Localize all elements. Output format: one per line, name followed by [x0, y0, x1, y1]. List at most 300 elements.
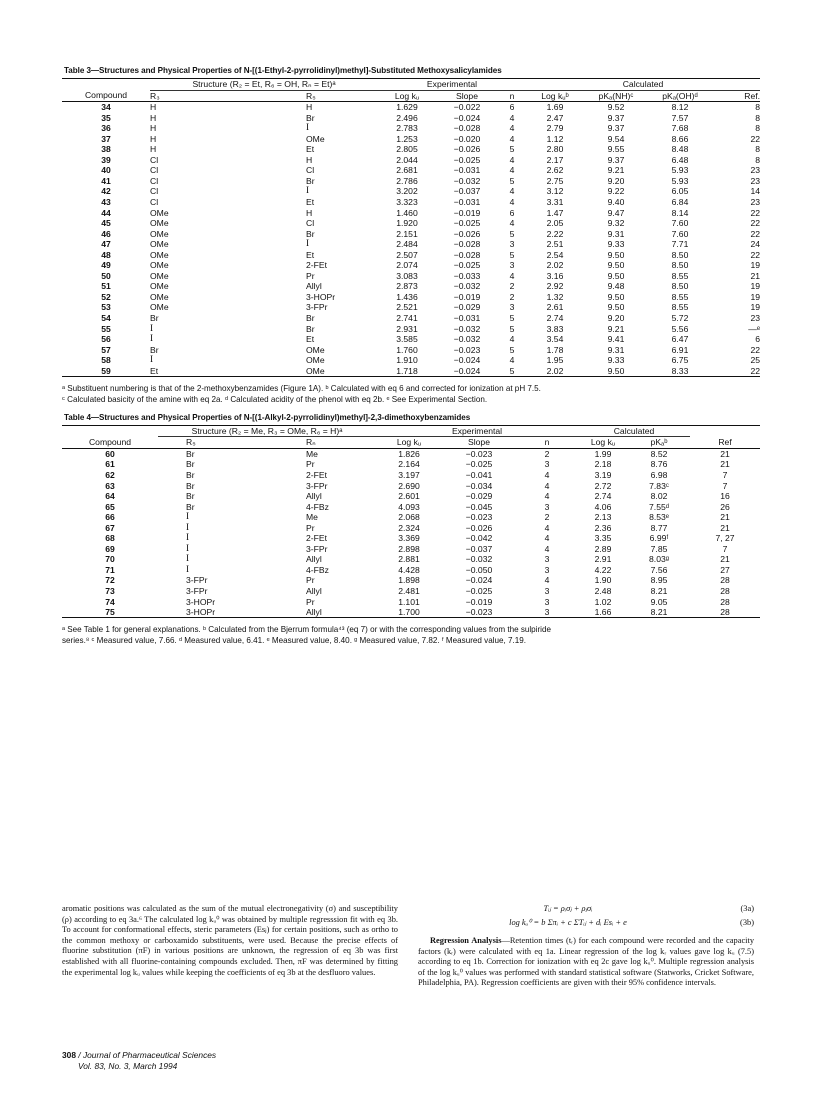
table3-cell-slope: −0.031: [453, 313, 481, 324]
table3-cell-ref: 19: [750, 291, 761, 302]
table3-cell-slope: −0.028: [453, 249, 481, 260]
table4-cell-pka: 8.21: [650, 586, 668, 597]
table3-cell-r3: Cl: [150, 175, 159, 186]
table3-cell-slope: −0.028: [453, 239, 481, 250]
table3-cell-pka-nh: 9.32: [607, 218, 625, 229]
table3-cell-compound: 52: [101, 291, 111, 302]
table4-cell-r5: I: [186, 564, 190, 575]
table4-cell-n: 4: [544, 522, 550, 533]
table3-cell-logkw: 3.202: [396, 186, 418, 197]
table4-cell-compound: 61: [105, 459, 115, 470]
table4-cell-r5: I: [186, 533, 190, 544]
table4-cell-ref: 21: [720, 459, 730, 470]
table3-cell-logkw: 1.920: [396, 218, 418, 229]
table3-cell-n: 4: [509, 218, 515, 229]
table3: [62, 78, 760, 377]
table3-cell-ref: 19: [750, 260, 761, 271]
table3-cell-n: 3: [509, 260, 515, 271]
table3-cell-r5: Allyl: [306, 281, 322, 292]
table4-cell-logkw-calc: 3.19: [594, 470, 612, 480]
table3-cell-pka-oh: 6.84: [671, 197, 689, 208]
table3-cell-slope: −0.031: [453, 165, 481, 176]
table3-cell-r5: Br: [306, 175, 315, 186]
table4-cell-slope: −0.032: [465, 554, 493, 565]
table3-cell-r3: OMe: [150, 270, 169, 281]
table3-cell-ref: 22: [750, 207, 761, 218]
table3-cell-n: 4: [509, 123, 515, 134]
table4-cell-logkw-calc: 2.74: [594, 491, 612, 502]
table3-cell-r3: H: [150, 112, 157, 123]
table3-cell-logkw-calc: 2.02: [546, 365, 564, 376]
table4-cell-slope: −0.041: [465, 470, 493, 480]
table4-cell-rn: Allyl: [306, 491, 322, 502]
table3-cell-n: 4: [509, 165, 515, 176]
table4-cell-r5: I: [186, 554, 190, 565]
table3-cell-n: 2: [509, 291, 515, 302]
table4-cell-compound: 63: [105, 480, 115, 491]
table3-cell-pka-nh: 9.33: [607, 239, 625, 250]
table3-cell-pka-oh: 5.72: [671, 313, 689, 324]
table4-cell-logkw: 4.428: [398, 564, 420, 575]
table4-cell-pka: 6.98: [650, 470, 668, 480]
table3-cell-n: 5: [509, 323, 515, 334]
table3-cell-ref: 19: [750, 302, 761, 313]
table3-cell-pka-oh: 8.12: [671, 102, 689, 113]
table4-cell-slope: −0.025: [465, 586, 493, 597]
table4-cell-pka: 8.76: [650, 459, 668, 470]
table3-cell-slope: −0.032: [453, 175, 481, 186]
table3-cell-slope: −0.024: [453, 355, 481, 366]
table3-cell-pka-oh: 8.66: [671, 133, 689, 144]
table4-cell-logkw: 3.369: [398, 533, 420, 544]
table3-cell-n: 5: [509, 365, 515, 376]
table4-cell-logkw-calc: 2.89: [594, 543, 612, 554]
table4-cell-n: 2: [544, 448, 550, 459]
table3-cell-pka-nh: 9.47: [607, 207, 625, 218]
table4-cell-logkw-calc: 1.99: [594, 448, 612, 459]
table3-cell-logkw: 2.507: [396, 249, 418, 260]
table3-cell-ref: 8: [755, 144, 761, 155]
table3-cell-r3: OMe: [150, 291, 169, 302]
table4-cell-n: 2: [544, 512, 550, 523]
table3-cell-logkw: 2.074: [396, 260, 418, 271]
table3-cell-logkw: 1.760: [396, 344, 418, 355]
table4-cell-logkw: 1.826: [398, 448, 420, 459]
table3-cell-pka-oh: 7.71: [671, 239, 689, 250]
table3-cell-r3: H: [150, 102, 157, 113]
table4-cell-r5: 3-HOPr: [186, 607, 216, 618]
table3-cell-ref: 25: [750, 355, 761, 366]
table3-cell-r5: Pr: [306, 270, 315, 281]
equation-3b-number: (3b): [740, 918, 754, 927]
table3-header-ref: Ref.: [744, 90, 761, 101]
table3-cell-slope: −0.026: [453, 228, 481, 239]
table3-cell-n: 3: [509, 239, 515, 250]
table3-cell-r5: Br: [306, 112, 315, 123]
table3-cell-pka-oh: 6.48: [671, 154, 689, 165]
table4-cell-compound: 74: [105, 596, 115, 607]
table4-cell-rn: Pr: [306, 596, 315, 607]
table3-cell-r5: OMe: [306, 133, 325, 144]
table3-cell-r5: I: [306, 186, 310, 197]
table3-footnote-2: ᶜ Calculated basicity of the amine with eq 2a. ᵈ Calculated acidity of the phenol with eq 2b. ᵉ See Experimental Section.: [62, 394, 488, 404]
table3-cell-compound: 48: [101, 249, 111, 260]
table3-cell-r5: H: [306, 154, 313, 165]
table3-cell-logkw-calc: 2.51: [546, 239, 564, 250]
table3-cell-logkw: 1.436: [396, 291, 418, 302]
table3-cell-n: 4: [509, 154, 515, 165]
table4-cell-n: 3: [544, 501, 550, 512]
table4-cell-slope: −0.019: [465, 596, 493, 607]
table4-cell-n: 3: [544, 586, 550, 597]
table3-cell-r5: Br: [306, 323, 315, 334]
table3-cell-logkw-calc: 3.54: [546, 334, 564, 345]
table3-cell-n: 4: [509, 334, 515, 345]
table4-cell-rn: Pr: [306, 459, 315, 470]
table4-cell-ref: 21: [720, 522, 730, 533]
table4-cell-rn: 4-FBz: [306, 501, 329, 512]
table3-cell-logkw-calc: 3.16: [546, 270, 564, 281]
table4-cell-pka: 7.56: [650, 564, 668, 575]
table3-cell-logkw-calc: 2.79: [546, 123, 564, 134]
table4-cell-logkw: 2.690: [398, 480, 420, 491]
table3-cell-pka-nh: 9.33: [607, 355, 625, 366]
table3-cell-logkw: 2.521: [396, 302, 418, 313]
table3-cell-compound: 40: [101, 165, 111, 176]
table3-cell-logkw-calc: 1.32: [546, 291, 564, 302]
table4-cell-slope: −0.042: [465, 533, 493, 544]
right-paragraph: [418, 936, 754, 989]
table3-group-experimental: Experimental: [378, 79, 526, 91]
table3-cell-compound: 42: [101, 186, 111, 197]
table3-cell-r3: Cl: [150, 154, 159, 165]
table3-cell-n: 3: [509, 302, 515, 313]
table3-cell-r5: Et: [306, 197, 315, 208]
table3-cell-pka-nh: 9.21: [607, 323, 625, 334]
table4-cell-pka: 8.52: [650, 448, 668, 459]
table3-cell-pka-oh: 8.55: [671, 270, 689, 281]
table4-cell-compound: 62: [105, 470, 115, 480]
equation-3a: [418, 904, 754, 918]
table3-cell-ref: 22: [750, 365, 761, 376]
table3-cell-compound: 45: [101, 218, 111, 229]
table3-cell-logkw-calc: 2.47: [546, 112, 564, 123]
table4-cell-compound: 66: [105, 512, 115, 523]
table3-cell-r5: 3-HOPr: [306, 291, 336, 302]
table3-cell-logkw: 2.873: [396, 281, 418, 292]
table3-cell-logkw-calc: 2.62: [546, 165, 564, 176]
table4-cell-rn: Pr: [306, 575, 315, 586]
table3-cell-n: 6: [509, 207, 515, 218]
table3-cell-compound: 34: [101, 102, 111, 113]
table4-cell-r5: I: [186, 522, 190, 533]
table4-cell-compound: 69: [105, 543, 115, 554]
page-content: [62, 66, 760, 646]
table3-cell-logkw: 2.044: [396, 154, 418, 165]
table3-cell-compound: 36: [101, 123, 111, 134]
table3-cell-logkw-calc: 1.95: [546, 355, 564, 366]
table3-cell-logkw: 1.253: [396, 133, 418, 144]
table3-cell-compound: 35: [101, 112, 111, 123]
table3-cell-ref: 23: [750, 165, 761, 176]
table3-cell-r3: OMe: [150, 218, 169, 229]
table3-cell-pka-nh: 9.20: [607, 313, 625, 324]
table4-cell-r5: Br: [186, 491, 195, 502]
table3-cell-pka-nh: 9.31: [607, 228, 625, 239]
table4-cell-n: 4: [544, 575, 550, 586]
table4-cell-pka: 7.83ᶜ: [649, 480, 669, 491]
table3-cell-slope: −0.032: [453, 323, 481, 334]
table4-cell-n: 3: [544, 554, 550, 565]
table4-cell-rn: Allyl: [306, 607, 322, 618]
table4-cell-pka: 7.85: [650, 543, 668, 554]
table3-cell-pka-oh: 6.91: [671, 344, 689, 355]
table3-cell-slope: −0.023: [453, 344, 481, 355]
table3-cell-logkw-calc: 2.54: [546, 249, 564, 260]
table3-header-compound: Compound: [84, 90, 128, 101]
table3-cell-pka-oh: 6.75: [671, 355, 689, 366]
table3-cell-ref: 8: [755, 112, 761, 123]
table4-cell-rn: Pr: [306, 522, 315, 533]
table3-cell-slope: −0.019: [453, 291, 481, 302]
table4-cell-rn: 2-FEt: [306, 470, 328, 480]
table4-header-ref: Ref: [718, 437, 732, 448]
table3-cell-pka-oh: 8.48: [671, 144, 689, 155]
table3-cell-r3: OMe: [150, 249, 169, 260]
table3-cell-logkw: 1.910: [396, 355, 418, 366]
table3-cell-ref: 22: [750, 228, 761, 239]
table4-cell-ref: 7: [722, 480, 728, 491]
table4-cell-logkw: 2.481: [398, 586, 420, 597]
table3-cell-r5: I: [306, 239, 310, 250]
table3-header-r5: R₅: [306, 90, 316, 101]
table3-cell-logkw-calc: 1.78: [546, 344, 564, 355]
table3-cell-pka-nh: 9.50: [607, 249, 625, 260]
table3-cell-logkw-calc: 2.17: [546, 154, 564, 165]
table3-header-logkw: Log kᵤ: [394, 90, 420, 101]
table3-cell-compound: 39: [101, 154, 111, 165]
table3-cell-r5: Et: [306, 334, 315, 345]
table3-cell-logkw: 1.460: [396, 207, 418, 218]
equation-3b-text: log kᵤ⁰ = b Σπᵢ + c ΣTᵢⱼ + dᵢ Esᵢ + e: [509, 918, 627, 927]
table3-cell-n: 4: [509, 112, 515, 123]
table3-cell-n: 5: [509, 144, 515, 155]
table4-cell-logkw-calc: 2.36: [594, 522, 612, 533]
table4-cell-n: 4: [544, 533, 550, 544]
table3-cell-compound: 51: [101, 281, 111, 292]
table4-cell-rn: Me: [306, 512, 318, 523]
table4-header-logkw: Log kᵤ: [396, 437, 422, 448]
table3-cell-r3: OMe: [150, 239, 169, 250]
table4-cell-compound: 72: [105, 575, 115, 586]
table4-cell-ref: 27: [720, 564, 730, 575]
table4-cell-rn: Me: [306, 448, 318, 459]
table4-cell-pka: 9.05: [650, 596, 668, 607]
table4-cell-compound: 68: [105, 533, 115, 544]
table3-header-pka-oh: pKₐ(OH)ᵈ: [662, 90, 698, 101]
table4-cell-logkw-calc: 2.72: [594, 480, 612, 491]
table3-cell-slope: −0.025: [453, 260, 481, 271]
table3-cell-pka-nh: 9.37: [607, 154, 625, 165]
table3-cell-ref: 22: [750, 344, 761, 355]
table4-cell-logkw: 1.898: [398, 575, 420, 586]
table4-cell-r5: I: [186, 543, 190, 554]
table3-footnotes: [62, 383, 760, 405]
table4-cell-pka: 8.77: [650, 522, 668, 533]
table4-cell-slope: −0.026: [465, 522, 493, 533]
table3-cell-compound: 59: [101, 365, 111, 376]
table3-cell-n: 4: [509, 186, 515, 197]
table3-cell-r3: OMe: [150, 281, 169, 292]
table3-cell-pka-nh: 9.52: [607, 102, 625, 113]
table3-footnote-1: ᵃ Substituent numbering is that of the 2-methoxybenzamides (Figure 1A). ᵇ Calculated with eq 6 and corrected for ionization at pH 7.5.: [62, 383, 541, 393]
table3-cell-logkw: 2.805: [396, 144, 418, 155]
table3-cell-n: 6: [509, 102, 515, 113]
equation-3b: [418, 918, 754, 932]
table3-cell-ref: 23: [750, 313, 761, 324]
table3-header-pka-nh: pKₐ(NH)ᶜ: [598, 90, 634, 101]
table4-cell-rn: 3-FPr: [306, 480, 328, 491]
table3-body: [62, 102, 760, 377]
table3-cell-n: 2: [509, 281, 515, 292]
table3-cell-pka-nh: 9.48: [607, 281, 625, 292]
table4-cell-pka: 8.02: [650, 491, 668, 502]
table3-cell-logkw: 3.323: [396, 197, 418, 208]
table3-cell-r5: OMe: [306, 365, 325, 376]
table4-cell-logkw-calc: 2.48: [594, 586, 612, 597]
regression-heading: Regression Analysis: [430, 936, 502, 945]
table4-cell-ref: 21: [720, 448, 730, 459]
table3-cell-logkw-calc: 2.22: [546, 228, 564, 239]
table3-cell-r3: Br: [150, 313, 159, 324]
table3-cell-pka-oh: 5.93: [671, 175, 689, 186]
table3-cell-pka-nh: 9.50: [607, 270, 625, 281]
table3-cell-logkw: 2.484: [396, 239, 418, 250]
table3-cell-pka-oh: 8.55: [671, 302, 689, 313]
table3-cell-compound: 46: [101, 228, 111, 239]
table4-cell-r5: Br: [186, 480, 195, 491]
table3-cell-logkw-calc: 3.31: [546, 197, 564, 208]
table3-cell-slope: −0.024: [453, 112, 481, 123]
table3-cell-r5: OMe: [306, 355, 325, 366]
table3-cell-slope: −0.026: [453, 144, 481, 155]
table3-cell-pka-oh: 8.33: [671, 365, 689, 376]
table3-cell-n: 5: [509, 175, 515, 186]
table4: [62, 425, 760, 618]
table4-cell-slope: −0.037: [465, 543, 493, 554]
table4-cell-logkw: 3.197: [398, 470, 420, 480]
table4-cell-r5: I: [186, 512, 190, 523]
table3-cell-ref: 22: [750, 249, 761, 260]
left-paragraph: aromatic positions was calculated as the sum of the mutual electronegativity (σ) and susceptibility (ρ) according to eq 3a.⁶ The calculated log kᵤ⁰ was obtained by multiple regresssion fit with eq 3b. To account for conformational effects, steric parameters (Esⱼ) for certain positions, such as ortho to the common methoxy or carboxamido substituents, were used. Because the precise effects of fluorine substitution (πF) in various positions are unknown, the regression of eq 3b was first established with all fluorine-containing compounds excluded. Then, πF was determined by fitting the experimental log kᵤ values while keeping the coefficients of eq 3b at the desfluoro values.: [62, 904, 398, 977]
table3-cell-logkw-calc: 2.75: [546, 175, 564, 186]
right-column: [418, 904, 754, 989]
table4-cell-n: 3: [544, 596, 550, 607]
table3-cell-r5: 3-FPr: [306, 302, 328, 313]
table3-cell-r3: I: [150, 334, 154, 345]
table3-cell-n: 4: [509, 133, 515, 144]
table3-cell-pka-oh: 5.93: [671, 165, 689, 176]
regression-text: —Retention times (tᵣ) for each compound were recorded and the capacity factors (kᵣ) were calculated with eq 1a. Linear regression of the log kᵣ values gave log kᵤ (7.5) according to eq 1b. Correction for ionization with eq 2c gave log kᵤ⁰. Multiple regression analysis of the log kᵤ⁰ values was performed with standard statistical software (Statworks, Cricket Software, Philadelphia, PA). Regression coefficients are given with their 95% confidence intervals.: [418, 936, 755, 988]
table4-cell-pka: 8.53ᵉ: [649, 512, 669, 523]
table4-cell-slope: −0.023: [465, 607, 493, 618]
table3-cell-pka-nh: 9.41: [607, 334, 625, 345]
table4-cell-logkw-calc: 1.90: [594, 575, 612, 586]
table4-cell-r5: 3-FPr: [186, 575, 208, 586]
table3-cell-pka-oh: 7.60: [671, 218, 689, 229]
table3-cell-r5: H: [306, 207, 313, 218]
table3-cell-pka-nh: 9.37: [607, 123, 625, 134]
table3-cell-r5: H: [306, 102, 313, 113]
table3-cell-n: 5: [509, 313, 515, 324]
table3-cell-r5: Et: [306, 144, 315, 155]
table3-cell-ref: 8: [755, 102, 761, 113]
table4-cell-logkw-calc: 2.18: [594, 459, 612, 470]
table3-cell-pka-nh: 9.50: [607, 302, 625, 313]
table3-cell-pka-nh: 9.50: [607, 365, 625, 376]
table4-cell-n: 4: [544, 543, 550, 554]
table3-cell-compound: 37: [101, 133, 111, 144]
table3-cell-compound: 41: [101, 175, 111, 186]
table3-cell-compound: 44: [101, 207, 111, 218]
table3-cell-compound: 43: [101, 197, 111, 208]
table3-cell-compound: 53: [101, 302, 111, 313]
table4-cell-ref: 7: [722, 470, 728, 480]
table4-cell-r5: Br: [186, 459, 195, 470]
table4-cell-slope: −0.023: [465, 512, 493, 523]
table4-cell-logkw: 2.898: [398, 543, 420, 554]
table4-cell-ref: 28: [720, 575, 730, 586]
table3-cell-n: 5: [509, 228, 515, 239]
table3-cell-r3: Cl: [150, 165, 159, 176]
table3-cell-r3: I: [150, 323, 154, 334]
table3-cell-compound: 55: [101, 323, 111, 334]
table3-cell-ref: 14: [750, 186, 761, 197]
table3-cell-pka-oh: 6.05: [671, 186, 689, 197]
table4-header-n: n: [544, 437, 550, 448]
table3-cell-r3: H: [150, 144, 157, 155]
table3-group-calculated: Calculated: [526, 79, 760, 91]
table4-cell-ref: 28: [720, 607, 730, 618]
table4-cell-pka: 8.03ᵍ: [649, 554, 669, 565]
table4-cell-ref: 28: [720, 596, 730, 607]
table4-cell-slope: −0.025: [465, 459, 493, 470]
table3-cell-logkw: 2.496: [396, 112, 418, 123]
table4-cell-ref: 28: [720, 586, 730, 597]
table3-cell-r5: OMe: [306, 344, 325, 355]
table3-cell-r3: Cl: [150, 197, 159, 208]
table3-header-slope: Slope: [456, 90, 478, 101]
table3-cell-logkw: 1.718: [396, 365, 418, 376]
table4-cell-logkw-calc: 1.02: [594, 596, 612, 607]
table4-cell-n: 3: [544, 607, 550, 618]
table4-cell-ref: 26: [720, 501, 730, 512]
journal-name: / Journal of Pharmaceutical Sciences: [75, 1050, 217, 1060]
table3-cell-pka-oh: 8.50: [671, 281, 689, 292]
table3-cell-logkw-calc: 1.69: [546, 102, 564, 113]
table3-cell-r5: Br: [306, 313, 315, 324]
table3-cell-slope: −0.028: [453, 123, 481, 134]
table3-cell-slope: −0.029: [453, 302, 481, 313]
table3-cell-ref: 23: [750, 175, 761, 186]
table3-cell-n: 5: [509, 249, 515, 260]
table4-cell-r5: Br: [186, 448, 195, 459]
table3-cell-logkw: 3.585: [396, 334, 418, 345]
table4-cell-pka: 8.95: [650, 575, 668, 586]
table3-cell-logkw: 3.083: [396, 270, 418, 281]
table4-cell-pka: 7.55ᵈ: [649, 501, 670, 512]
table4-group-experimental: Experimental: [376, 425, 578, 437]
